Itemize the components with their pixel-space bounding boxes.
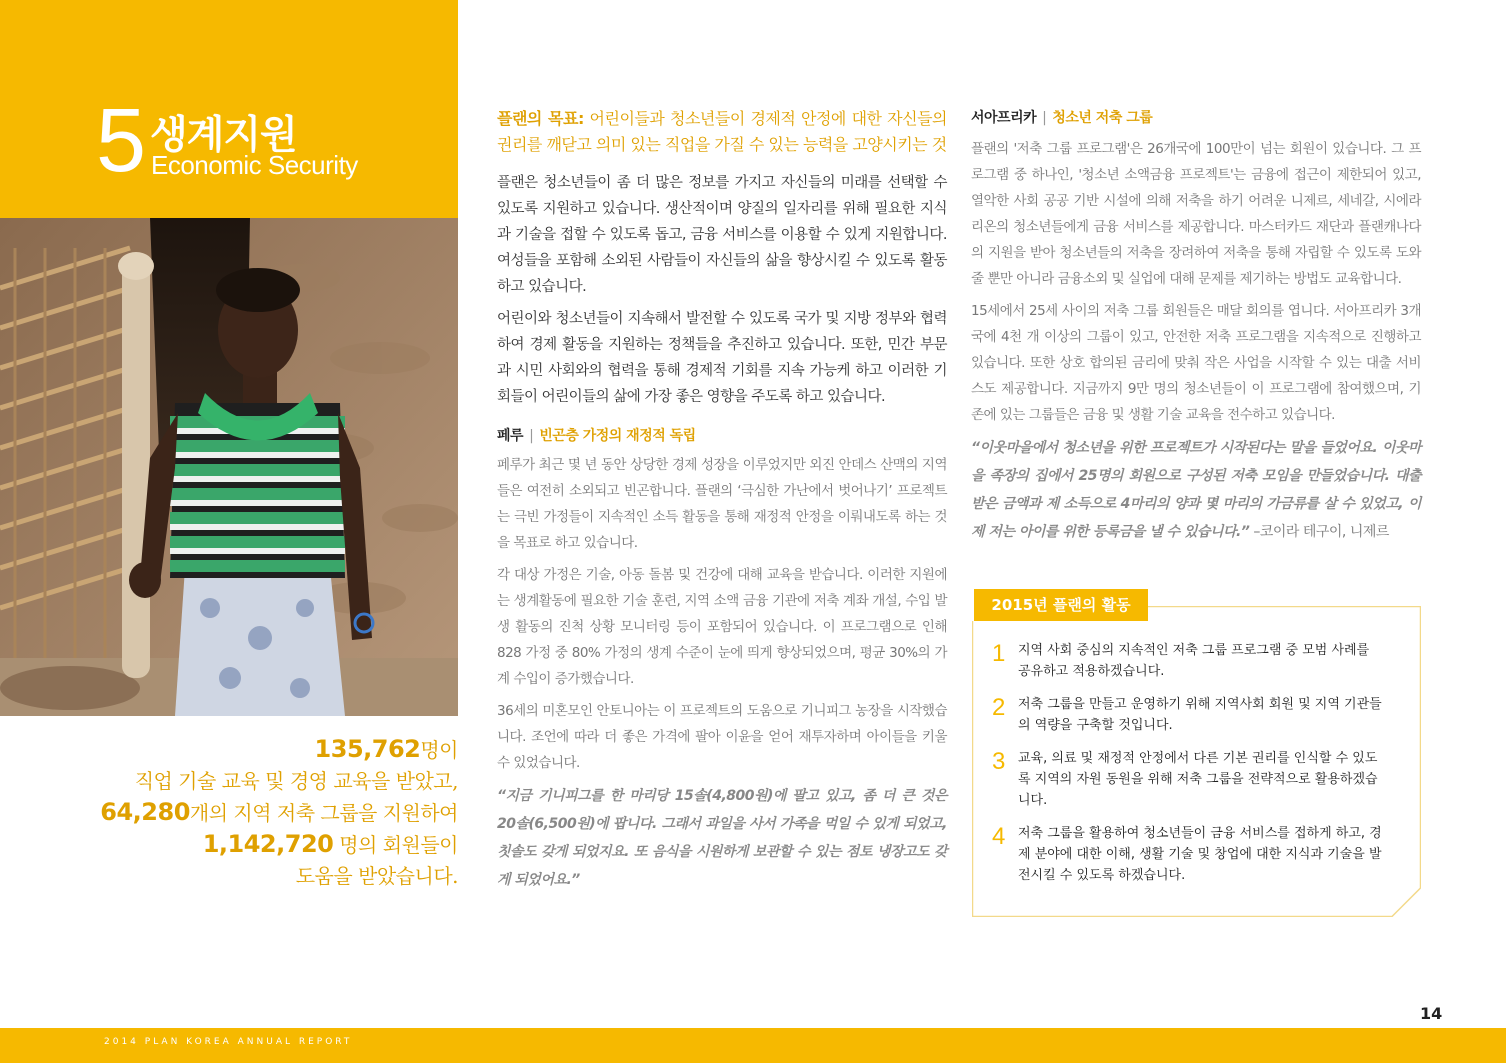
page-number: 14 — [1420, 1004, 1443, 1023]
activity-item — [992, 694, 1382, 736]
activity-text: 저축 그룹을 만들고 운영하기 위해 지역사회 회원 및 지역 기관들의 역량을 구축할 것입니다. — [1018, 697, 1382, 733]
stat-trained-count: 135,762 — [314, 735, 421, 763]
peru-heading — [497, 424, 947, 448]
west-africa-title: 청소년 저축 그룹 — [1052, 110, 1153, 126]
activity-number: 1 — [992, 640, 1006, 667]
stat-groups-desc: 개의 지역 저축 그룹을 지원하여 — [189, 801, 458, 825]
peru-paragraph-2: 각 대상 가정은 기술, 아동 돌봄 및 건강에 대해 교육을 받습니다. 이러한 지원에는 생계활동에 필요한 기술 훈련, 지역 소액 금융 기관에 저축 계좌 개설, 수입 발생 활동의 진척 상황 모니터링 등이 포함되어 있습니다. 이 프로그램으로 인해 828 가정 중 80% 가정의 생계 수준이 눈에 띄게 향상되었으며, 평균 30%의 가계 수입이 증가했습니다. — [497, 567, 947, 687]
activity-text: 교육, 의료 및 재정적 안정에서 다른 기본 권리를 인식할 수 있도록 지역의 자원 동원을 위해 저축 그룹을 전략적으로 활용하겠습니다. — [1018, 751, 1378, 808]
report-title: 2014 PLAN KOREA ANNUAL REPORT — [104, 1037, 353, 1047]
stat-members-desc: 도움을 받았습니다. — [295, 864, 458, 888]
activity-number: 4 — [992, 823, 1006, 850]
intro-paragraph-1: 플랜은 청소년들이 좀 더 많은 정보를 가지고 자신들의 미래를 선택할 수 있도록 지원하고 있습니다. 생산적이며 양질의 일자리를 위해 필요한 지식과 기술을 접할 수 있도록 돕고, 금융 서비스를 이용할 수 있게 지원합니다. 여성들을 포함해 소외된 사람들이 자신들의 삶을 향상시킬 수 있도록 활동하고 있습니다. — [497, 175, 947, 295]
west-africa-region: 서아프리카 — [971, 110, 1037, 126]
activities-title: 2015년 플랜의 활동 — [974, 589, 1148, 621]
stat-trained-desc: 직업 기술 교육 및 경영 교육을 받았고, — [134, 769, 458, 793]
section-title-english: Economic Security — [151, 150, 358, 180]
activities-list — [992, 640, 1382, 898]
west-africa-paragraph-1: 플랜의 '저축 그룹 프로그램'은 26개국에 100만이 넘는 회원이 있습니다. 그 프로그램 중 하나인, '청소년 소액금융 프로젝트'는 금융에 접근이 제한되어 있고, 열악한 사회 공공 기반 시설에 의해 저축을 하기 어려운 니제르, 세네갈, 시에라리온의 청소년들에게 금융 서비스를 제공합니다. 마스터카드 재단과 플랜캐나다의 지원을 받아 청소년들의 저축을 장려하여 저축을 통해 자립할 수 있도록 도와줄 뿐만 아니라 금융소외 및 실업에 대해 문제를 제기하는 방법도 교육합니다. — [971, 140, 1421, 287]
impact-stats — [38, 734, 458, 892]
peru-quote: “지금 기니피그를 한 마리당 15솔(4,800원)에 팔고 있고, 좀 더 큰 것은 20솔(6,500원)에 팝니다. 그래서 과일을 사서 가족을 먹일 수 있게 되었고, 칫솔도 갖게 되었지요. 또 음식을 시원하게 보관할 수 있는 점토 냉장고도 갖게 되었어요.” — [497, 788, 947, 888]
peru-paragraph-1: 페루가 최근 몇 년 동안 상당한 경제 성장을 이루었지만 외진 안데스 산맥의 지역들은 여전히 소외되고 빈곤합니다. 플랜의 ‘극심한 가난에서 벗어나기’ 프로젝트는 극빈 가정들이 지속적인 소득 활동을 통해 재정적 안정을 이뤄내도록 하는 것을 목표로 하고 있습니다. — [497, 457, 947, 551]
intro-paragraph-2: 어린이와 청소년들이 지속해서 발전할 수 있도록 국가 및 지방 정부와 협력하여 경제 활동을 지원하는 정책들을 추진하고 있습니다. 또한, 민간 부문과 시민 사회와의 협력을 통해 경제적 기회를 지속 가능케 하고 이러한 기회들이 어린이들의 삶에 가장 좋은 영향을 주도록 하고 있습니다. — [497, 311, 947, 405]
activity-text: 저축 그룹을 활용하여 청소년들이 금융 서비스를 접하게 하고, 경제 분야에 대한 이해, 생활 기술 및 창업에 대한 지식과 기술을 발전시킬 수 있도록 하겠습니다. — [1018, 826, 1382, 883]
section-number: 5 — [96, 91, 147, 191]
activity-item — [992, 748, 1382, 811]
girl-with-pestle-photo — [0, 218, 458, 716]
goal-label: 플랜의 목표: — [497, 109, 584, 128]
activity-text: 지역 사회 중심의 지속적인 저축 그룹 프로그램 중 모범 사례를 공유하고 적용하겠습니다. — [1018, 643, 1370, 679]
heading-separator: | — [529, 428, 534, 444]
west-africa-heading — [971, 106, 1421, 132]
west-africa-quote-author: –코이라 테구이, 니제르 — [1249, 523, 1389, 540]
stat-members-unit: 명의 회원들이 — [333, 833, 458, 857]
activity-number: 2 — [992, 694, 1006, 721]
stat-groups-count: 64,280 — [100, 798, 190, 826]
west-africa-quote — [971, 434, 1421, 546]
stat-trained-unit: 명이 — [420, 738, 458, 762]
activity-number: 3 — [992, 748, 1006, 775]
goal-text: 어린이들과 청소년들이 경제적 안정에 대한 자신들의 권리를 깨닫고 의미 있는 직업을 가질 수 있는 능력을 고양시키는 것 — [497, 109, 947, 154]
peru-paragraph-3: 36세의 미혼모인 안토니아는 이 프로젝트의 도움으로 기니피그 농장을 시작했습니다. 조언에 따라 더 좋은 가격에 팔아 이윤을 얻어 재투자하며 아이들을 키울 수 있었습니다. — [497, 703, 947, 771]
main-column — [497, 106, 947, 900]
heading-separator: | — [1042, 110, 1047, 126]
peru-country: 페루 — [497, 428, 524, 444]
section-title-korean: 생계지원 — [150, 113, 297, 158]
side-column — [971, 106, 1421, 552]
activity-item — [992, 823, 1382, 886]
activity-item — [992, 640, 1382, 682]
west-africa-paragraph-2: 15세에서 25세 사이의 저축 그룹 회원들은 매달 회의를 엽니다. 서아프리카 3개국에 4천 개 이상의 그룹이 있고, 안전한 저축 프로그램을 지속적으로 진행하고 있습니다. 또한 상호 합의된 금리에 맞춰 작은 사업을 시작할 수 있는 대출 서비스도 제공합니다. 지금까지 9만 명의 청소년들이 이 프로그램에 참여했으며, 기존에 있는 그룹들은 금융 및 생활 기술 교육을 전수하고 있습니다. — [971, 302, 1421, 423]
west-africa-quote-text: “이웃마을에서 청소년을 위한 프로젝트가 시작된다는 말을 들었어요. 이웃마을 족장의 집에서 25명의 회원으로 구성된 저축 모임을 만들었습니다. 대출받은 금액과 제 소득으로 4마리의 양과 몇 마리의 가금류를 살 수 있었고, 이제 저는 아이를 위한 등록금을 낼 수 있습니다.” — [971, 439, 1421, 540]
peru-title: 빈곤층 가정의 재정적 독립 — [539, 428, 696, 444]
stat-members-count: 1,142,720 — [202, 830, 334, 858]
plan-goal — [497, 106, 947, 158]
